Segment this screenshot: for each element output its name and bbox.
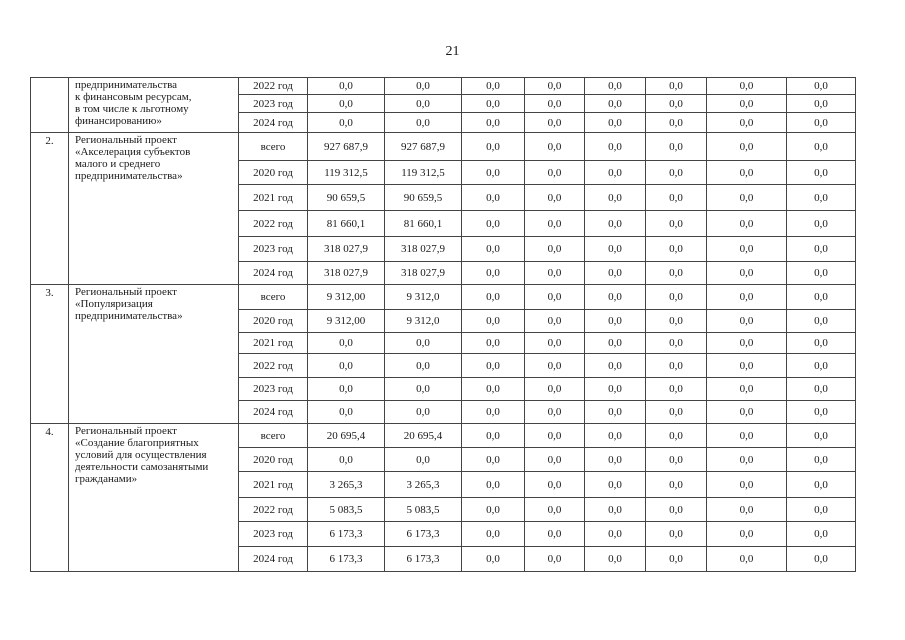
value-cell: 0,0 <box>525 401 585 424</box>
value-cell: 0,0 <box>462 285 525 310</box>
value-cell: 0,0 <box>585 78 646 95</box>
period-cell: 2024 год <box>239 547 308 572</box>
value-cell: 20 695,4 <box>308 424 385 448</box>
value-cell: 9 312,00 <box>308 310 385 333</box>
value-cell: 0,0 <box>646 285 707 310</box>
value-cell: 0,0 <box>585 522 646 547</box>
value-cell: 0,0 <box>462 211 525 237</box>
value-cell: 0,0 <box>525 211 585 237</box>
value-cell: 0,0 <box>585 547 646 572</box>
value-cell: 0,0 <box>787 285 856 310</box>
value-cell: 0,0 <box>646 113 707 133</box>
table-row <box>31 424 856 448</box>
value-cell: 0,0 <box>787 354 856 378</box>
value-cell: 0,0 <box>646 448 707 472</box>
value-cell: 0,0 <box>308 95 385 113</box>
value-cell: 0,0 <box>385 78 462 95</box>
table-row <box>31 285 856 310</box>
value-cell: 3 265,3 <box>385 472 462 498</box>
value-cell: 0,0 <box>646 78 707 95</box>
row-number-cell <box>31 78 69 133</box>
value-cell: 0,0 <box>585 211 646 237</box>
value-cell: 0,0 <box>787 161 856 185</box>
value-cell: 0,0 <box>787 113 856 133</box>
value-cell: 0,0 <box>585 133 646 161</box>
value-cell: 0,0 <box>462 185 525 211</box>
value-cell: 0,0 <box>787 211 856 237</box>
value-cell: 0,0 <box>646 424 707 448</box>
value-cell: 0,0 <box>787 133 856 161</box>
value-cell: 0,0 <box>585 237 646 262</box>
value-cell: 0,0 <box>585 498 646 522</box>
value-cell: 0,0 <box>462 333 525 354</box>
value-cell: 0,0 <box>707 133 787 161</box>
row-number-cell: 3. <box>31 285 69 424</box>
value-cell: 0,0 <box>787 498 856 522</box>
value-cell: 0,0 <box>462 378 525 401</box>
value-cell: 0,0 <box>707 285 787 310</box>
period-cell: всего <box>239 285 308 310</box>
value-cell: 0,0 <box>308 354 385 378</box>
value-cell: 927 687,9 <box>308 133 385 161</box>
value-cell: 0,0 <box>525 285 585 310</box>
value-cell: 318 027,9 <box>308 237 385 262</box>
budget-table <box>30 77 856 572</box>
value-cell: 6 173,3 <box>308 547 385 572</box>
value-cell: 0,0 <box>462 237 525 262</box>
project-name-line: в том числе к льготному <box>75 103 189 115</box>
value-cell: 0,0 <box>707 498 787 522</box>
value-cell: 0,0 <box>787 401 856 424</box>
value-cell: 0,0 <box>525 95 585 113</box>
value-cell: 927 687,9 <box>385 133 462 161</box>
value-cell: 0,0 <box>707 448 787 472</box>
period-cell: 2022 год <box>239 78 308 95</box>
value-cell: 0,0 <box>462 498 525 522</box>
value-cell: 0,0 <box>585 161 646 185</box>
value-cell: 0,0 <box>462 310 525 333</box>
value-cell: 0,0 <box>525 310 585 333</box>
value-cell: 0,0 <box>646 211 707 237</box>
period-cell: 2020 год <box>239 161 308 185</box>
value-cell: 0,0 <box>462 113 525 133</box>
project-name-line: к финансовым ресурсам, <box>75 91 192 103</box>
table-row <box>31 78 856 95</box>
project-name-line: Региональный проект <box>75 134 177 146</box>
project-name-line: Региональный проект <box>75 286 177 298</box>
value-cell: 119 312,5 <box>385 161 462 185</box>
table-row <box>31 133 856 161</box>
value-cell: 0,0 <box>646 401 707 424</box>
value-cell: 0,0 <box>585 95 646 113</box>
value-cell: 0,0 <box>646 378 707 401</box>
value-cell: 0,0 <box>707 78 787 95</box>
project-name-line: «Популяризация <box>75 298 153 310</box>
value-cell: 0,0 <box>707 262 787 285</box>
value-cell: 0,0 <box>585 378 646 401</box>
project-name-line: «Создание благоприятных <box>75 437 199 449</box>
period-cell: 2024 год <box>239 401 308 424</box>
value-cell: 0,0 <box>646 133 707 161</box>
project-name-line: «Акселерация субъектов <box>75 146 191 158</box>
value-cell: 0,0 <box>646 161 707 185</box>
value-cell: 0,0 <box>585 472 646 498</box>
period-cell: 2022 год <box>239 211 308 237</box>
value-cell: 0,0 <box>308 113 385 133</box>
project-name-line: деятельности самозанятыми <box>75 461 209 473</box>
value-cell: 0,0 <box>707 547 787 572</box>
value-cell: 0,0 <box>308 333 385 354</box>
value-cell: 0,0 <box>462 95 525 113</box>
value-cell: 0,0 <box>385 95 462 113</box>
value-cell: 0,0 <box>787 333 856 354</box>
project-name-cell <box>69 285 239 424</box>
value-cell: 0,0 <box>525 78 585 95</box>
value-cell: 0,0 <box>707 522 787 547</box>
value-cell: 6 173,3 <box>385 522 462 547</box>
value-cell: 0,0 <box>525 472 585 498</box>
value-cell: 9 312,00 <box>308 285 385 310</box>
value-cell: 0,0 <box>385 333 462 354</box>
value-cell: 0,0 <box>525 378 585 401</box>
value-cell: 0,0 <box>707 185 787 211</box>
value-cell: 0,0 <box>787 262 856 285</box>
value-cell: 0,0 <box>787 237 856 262</box>
value-cell: 0,0 <box>462 472 525 498</box>
value-cell: 5 083,5 <box>385 498 462 522</box>
value-cell: 81 660,1 <box>308 211 385 237</box>
value-cell: 0,0 <box>787 424 856 448</box>
value-cell: 0,0 <box>525 354 585 378</box>
period-cell: 2023 год <box>239 378 308 401</box>
value-cell: 0,0 <box>787 310 856 333</box>
value-cell: 0,0 <box>462 262 525 285</box>
row-number-cell: 2. <box>31 133 69 285</box>
value-cell: 0,0 <box>707 354 787 378</box>
value-cell: 0,0 <box>787 547 856 572</box>
value-cell: 0,0 <box>462 161 525 185</box>
project-name-line: условий для осуществления <box>75 449 207 461</box>
value-cell: 0,0 <box>525 498 585 522</box>
period-cell: 2023 год <box>239 522 308 547</box>
value-cell: 0,0 <box>308 378 385 401</box>
value-cell: 0,0 <box>462 401 525 424</box>
value-cell: 0,0 <box>707 378 787 401</box>
value-cell: 0,0 <box>525 133 585 161</box>
value-cell: 0,0 <box>707 113 787 133</box>
period-cell: 2023 год <box>239 95 308 113</box>
value-cell: 0,0 <box>707 333 787 354</box>
value-cell: 0,0 <box>385 354 462 378</box>
value-cell: 0,0 <box>462 133 525 161</box>
value-cell: 0,0 <box>646 95 707 113</box>
row-number-cell: 4. <box>31 424 69 572</box>
value-cell: 0,0 <box>707 161 787 185</box>
value-cell: 0,0 <box>585 448 646 472</box>
period-cell: всего <box>239 424 308 448</box>
value-cell: 0,0 <box>385 401 462 424</box>
value-cell: 90 659,5 <box>385 185 462 211</box>
value-cell: 0,0 <box>707 401 787 424</box>
value-cell: 0,0 <box>646 547 707 572</box>
period-cell: 2022 год <box>239 354 308 378</box>
value-cell: 0,0 <box>585 401 646 424</box>
value-cell: 0,0 <box>525 185 585 211</box>
value-cell: 0,0 <box>385 378 462 401</box>
value-cell: 0,0 <box>646 237 707 262</box>
value-cell: 0,0 <box>787 185 856 211</box>
value-cell: 20 695,4 <box>385 424 462 448</box>
value-cell: 0,0 <box>787 78 856 95</box>
value-cell: 0,0 <box>707 211 787 237</box>
value-cell: 3 265,3 <box>308 472 385 498</box>
value-cell: 0,0 <box>787 378 856 401</box>
value-cell: 318 027,9 <box>308 262 385 285</box>
value-cell: 0,0 <box>787 472 856 498</box>
value-cell: 6 173,3 <box>308 522 385 547</box>
value-cell: 0,0 <box>585 113 646 133</box>
value-cell: 0,0 <box>707 237 787 262</box>
value-cell: 0,0 <box>787 448 856 472</box>
value-cell: 0,0 <box>646 262 707 285</box>
project-name-line: малого и среднего <box>75 158 161 170</box>
value-cell: 0,0 <box>585 285 646 310</box>
project-name-line: гражданами» <box>75 473 138 485</box>
period-cell: всего <box>239 133 308 161</box>
project-name-line: предпринимательства» <box>75 170 183 182</box>
value-cell: 0,0 <box>585 424 646 448</box>
value-cell: 0,0 <box>308 448 385 472</box>
page-number: 21 <box>445 44 460 59</box>
period-cell: 2021 год <box>239 185 308 211</box>
value-cell: 0,0 <box>308 78 385 95</box>
value-cell: 9 312,0 <box>385 285 462 310</box>
value-cell: 0,0 <box>462 78 525 95</box>
value-cell: 0,0 <box>525 333 585 354</box>
value-cell: 0,0 <box>525 424 585 448</box>
value-cell: 0,0 <box>525 547 585 572</box>
value-cell: 0,0 <box>707 472 787 498</box>
value-cell: 0,0 <box>308 401 385 424</box>
value-cell: 0,0 <box>525 237 585 262</box>
value-cell: 0,0 <box>462 547 525 572</box>
value-cell: 318 027,9 <box>385 237 462 262</box>
period-cell: 2021 год <box>239 472 308 498</box>
period-cell: 2022 год <box>239 498 308 522</box>
period-cell: 2023 год <box>239 237 308 262</box>
value-cell: 81 660,1 <box>385 211 462 237</box>
value-cell: 0,0 <box>585 354 646 378</box>
project-name-line: финансированию» <box>75 115 162 127</box>
value-cell: 0,0 <box>646 498 707 522</box>
value-cell: 0,0 <box>385 113 462 133</box>
value-cell: 0,0 <box>385 448 462 472</box>
value-cell: 0,0 <box>525 448 585 472</box>
value-cell: 0,0 <box>787 95 856 113</box>
period-cell: 2020 год <box>239 310 308 333</box>
value-cell: 0,0 <box>707 424 787 448</box>
value-cell: 0,0 <box>646 310 707 333</box>
value-cell: 119 312,5 <box>308 161 385 185</box>
period-cell: 2024 год <box>239 113 308 133</box>
value-cell: 0,0 <box>787 522 856 547</box>
value-cell: 90 659,5 <box>308 185 385 211</box>
project-name-cell <box>69 424 239 572</box>
value-cell: 0,0 <box>525 161 585 185</box>
value-cell: 9 312,0 <box>385 310 462 333</box>
value-cell: 0,0 <box>646 522 707 547</box>
value-cell: 0,0 <box>585 262 646 285</box>
value-cell: 6 173,3 <box>385 547 462 572</box>
value-cell: 0,0 <box>462 424 525 448</box>
value-cell: 5 083,5 <box>308 498 385 522</box>
value-cell: 0,0 <box>585 185 646 211</box>
value-cell: 0,0 <box>646 354 707 378</box>
project-name-cell <box>69 133 239 285</box>
value-cell: 0,0 <box>707 310 787 333</box>
project-name-line: предпринимательства» <box>75 310 183 322</box>
project-name-cell <box>69 78 239 133</box>
value-cell: 0,0 <box>462 448 525 472</box>
value-cell: 0,0 <box>646 185 707 211</box>
value-cell: 0,0 <box>646 472 707 498</box>
value-cell: 0,0 <box>646 333 707 354</box>
value-cell: 0,0 <box>525 522 585 547</box>
period-cell: 2021 год <box>239 333 308 354</box>
period-cell: 2020 год <box>239 448 308 472</box>
value-cell: 0,0 <box>585 310 646 333</box>
value-cell: 0,0 <box>462 522 525 547</box>
value-cell: 0,0 <box>525 262 585 285</box>
project-name-line: Региональный проект <box>75 425 177 437</box>
value-cell: 0,0 <box>525 113 585 133</box>
value-cell: 318 027,9 <box>385 262 462 285</box>
value-cell: 0,0 <box>585 333 646 354</box>
value-cell: 0,0 <box>462 354 525 378</box>
period-cell: 2024 год <box>239 262 308 285</box>
value-cell: 0,0 <box>707 95 787 113</box>
project-name-line: предпринимательства <box>75 79 178 91</box>
